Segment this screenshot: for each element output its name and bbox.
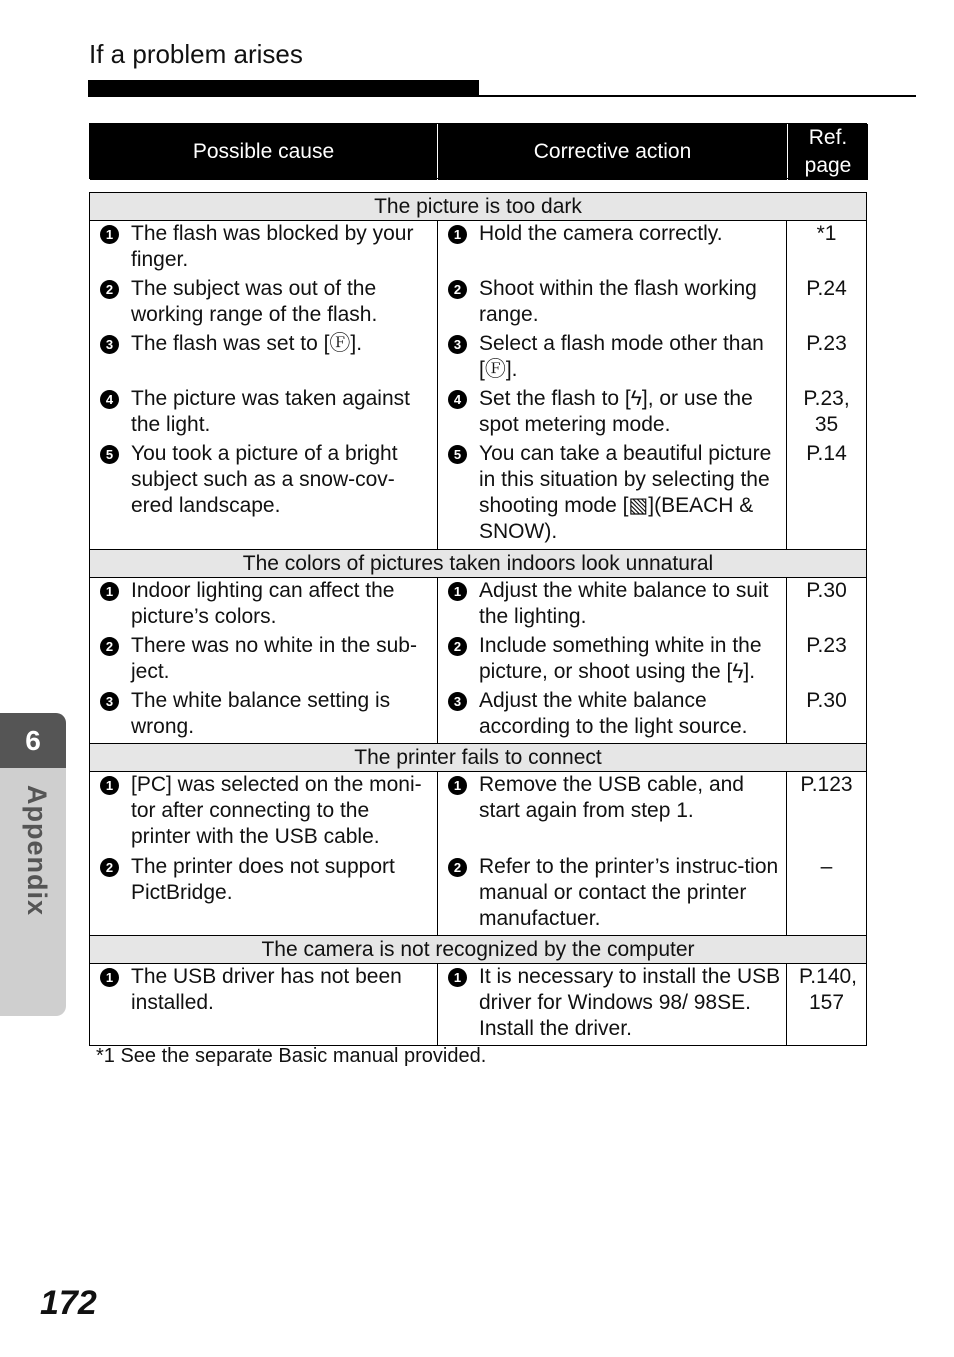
cause-text: You took a picture of a bright subject such as a snow-cov-ered landscape. (131, 442, 398, 517)
number-badge: 5 (448, 445, 467, 464)
section-body (90, 578, 867, 744)
title-rule (479, 95, 916, 97)
number-badge: 1 (448, 582, 467, 601)
cause-item (90, 441, 437, 549)
number-badge: 2 (448, 280, 467, 299)
section-title: The colors of pictures taken indoors look unnatural (90, 550, 867, 578)
number-badge: 1 (100, 968, 119, 987)
cause-column (90, 964, 438, 1046)
action-column (438, 772, 787, 936)
header-action: Corrective action (438, 124, 787, 180)
action-item (438, 331, 786, 386)
header-cause: Possible cause (90, 124, 437, 180)
chapter-label: Appendix (22, 785, 52, 917)
cause-item (90, 964, 437, 1045)
number-badge: 1 (100, 776, 119, 795)
cause-item (90, 276, 437, 331)
section-title: The printer fails to connect (90, 744, 867, 772)
cause-column (90, 578, 438, 744)
cause-item (90, 331, 437, 386)
cause-item (90, 854, 437, 935)
number-badge: 1 (448, 225, 467, 244)
action-item (438, 854, 786, 935)
action-item (438, 688, 786, 743)
cause-column (90, 772, 438, 936)
ref-value: P.30 (806, 579, 847, 602)
action-column (438, 578, 787, 744)
ref-value: *1 (816, 222, 837, 245)
ref-value: – (820, 855, 833, 878)
footnote: *1 See the separate Basic manual provided. (96, 1045, 487, 1067)
ref-column (787, 772, 867, 936)
action-item (438, 386, 786, 441)
number-badge: 1 (448, 968, 467, 987)
number-badge: 2 (100, 858, 119, 877)
cause-text: There was no white in the sub-ject. (131, 634, 417, 683)
section-body (90, 221, 867, 550)
cause-item (90, 633, 437, 688)
page-number: 172 (40, 1284, 97, 1322)
ref-value: P.23 (806, 332, 847, 355)
action-text: Set the flash to [ϟ], or use the spot metering mode. (479, 387, 753, 436)
title-bar (88, 80, 479, 97)
number-badge: 2 (448, 637, 467, 656)
cause-text: The flash was blocked by your finger. (131, 222, 414, 271)
ref-column (787, 578, 867, 744)
ref-value: P.140, 157 (799, 965, 858, 1014)
section-body (90, 964, 867, 1046)
ref-value: P.23 (806, 634, 847, 657)
cause-item (90, 386, 437, 441)
action-text: Adjust the white balance according to the light source. (479, 689, 748, 738)
number-badge: 5 (100, 445, 119, 464)
action-column (438, 221, 787, 550)
number-badge: 4 (100, 390, 119, 409)
cause-item (90, 772, 437, 854)
cause-text: Indoor lighting can affect the picture’s colors. (131, 579, 395, 628)
cause-item (90, 688, 437, 743)
number-badge: 3 (448, 335, 467, 354)
ref-value: P.30 (806, 689, 847, 712)
section-title: The camera is not recognized by the computer (90, 936, 867, 964)
cause-text: The flash was set to [Ⓕ]. (131, 332, 363, 355)
ref-value: P.23, 35 (803, 387, 850, 436)
ref-column (787, 964, 867, 1046)
cause-text: The subject was out of the working range of the flash. (131, 277, 378, 326)
number-badge: 2 (448, 858, 467, 877)
section-title: The picture is too dark (90, 193, 867, 221)
action-item (438, 578, 786, 633)
action-item (438, 964, 786, 1045)
ref-value: P.14 (806, 442, 847, 465)
action-item (438, 221, 786, 276)
page-title: If a problem arises (89, 39, 303, 69)
cause-text: The white balance setting is wrong. (131, 689, 391, 738)
ref-column (787, 221, 867, 550)
number-badge: 3 (100, 335, 119, 354)
action-item (438, 633, 786, 688)
cause-item (90, 578, 437, 633)
chapter-number: 6 (0, 713, 66, 768)
ref-value: P.123 (800, 773, 853, 796)
number-badge: 3 (448, 692, 467, 711)
action-text: Refer to the printer’s instruc-tion manual or contact the printer manufactuer. (479, 855, 779, 930)
cause-column (90, 221, 438, 550)
action-text: You can take a beautiful picture in this situation by selecting the shooting mode [▧](BEACH & SNOW). (479, 442, 772, 543)
number-badge: 4 (448, 390, 467, 409)
action-text: Select a flash mode other than [Ⓕ]. (479, 332, 764, 381)
header-ref: Ref. page (788, 124, 868, 180)
ref-value: P.24 (806, 277, 847, 300)
action-item (438, 441, 786, 549)
cause-text: The printer does not support PictBridge. (131, 855, 395, 904)
cause-text: [PC] was selected on the moni-tor after connecting to the printer with the USB cable. (131, 773, 422, 848)
table-header (89, 123, 867, 179)
action-item (438, 276, 786, 331)
action-text: Adjust the white balance to suit the lighting. (479, 579, 769, 628)
number-badge: 3 (100, 692, 119, 711)
action-item (438, 772, 786, 854)
number-badge: 1 (100, 582, 119, 601)
action-text: Include something white in the picture, or shoot using the [ϟ]. (479, 634, 762, 683)
cause-text: The USB driver has not been installed. (131, 965, 402, 1014)
section-body (90, 772, 867, 936)
cause-text: The picture was taken against the light. (131, 387, 410, 436)
action-column (438, 964, 787, 1046)
number-badge: 2 (100, 280, 119, 299)
number-badge: 1 (448, 776, 467, 795)
action-text: Remove the USB cable, and start again from step 1. (479, 773, 744, 822)
troubleshooting-table (89, 192, 867, 1046)
number-badge: 1 (100, 225, 119, 244)
action-text: Hold the camera correctly. (479, 222, 723, 245)
number-badge: 2 (100, 637, 119, 656)
action-text: It is necessary to install the USB driver for Windows 98/ 98SE. Install the driver. (479, 965, 781, 1040)
action-text: Shoot within the flash working range. (479, 277, 757, 326)
cause-item (90, 221, 437, 276)
